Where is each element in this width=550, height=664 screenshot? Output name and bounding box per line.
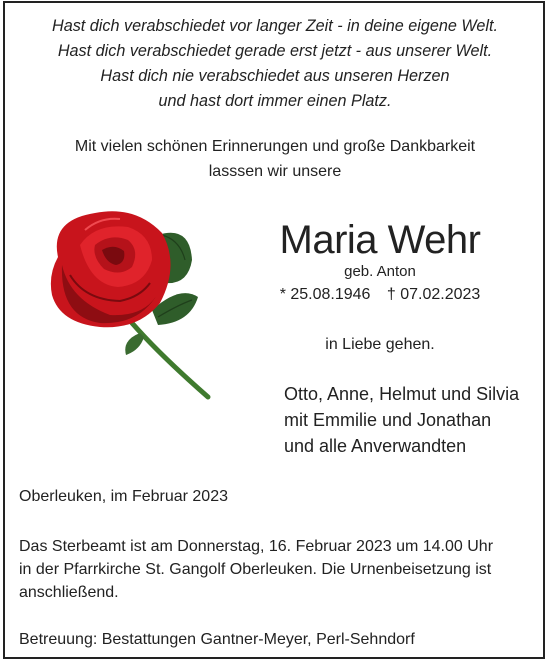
- life-dates: [255, 285, 505, 305]
- service-line: anschließend.: [19, 584, 119, 601]
- mourner-line: mit Emmilie und Jonathan: [284, 410, 492, 430]
- service-line: in der Pfarrkirche St. Gangolf Oberleuken. Die Urnenbeisetzung ist: [19, 561, 492, 578]
- intro-line: Mit vielen schönen Erinnerungen und große Dankbarkeit: [74, 138, 476, 155]
- farewell-text: in Liebe gehen.: [325, 336, 435, 353]
- mourner-line: und alle Anverwandten: [284, 436, 467, 456]
- poem: [0, 14, 550, 114]
- birth-date: * 25.08.1946: [279, 286, 371, 303]
- intro-text: [0, 134, 550, 184]
- poem-line: Hast dich verabschiedet vor langer Zeit - in deine eigene Welt.: [52, 17, 498, 35]
- mourner-line: Otto, Anne, Helmut und Silvia: [284, 384, 520, 404]
- poem-line: Hast dich verabschiedet gerade erst jetzt - aus unserer Welt.: [57, 42, 493, 60]
- rose-icon: [40, 205, 225, 405]
- poem-line: Hast dich nie verabschiedet aus unseren Herzen: [100, 67, 450, 85]
- poem-line: und hast dort immer einen Platz.: [158, 92, 392, 110]
- intro-line: lasssen wir unsere: [208, 163, 342, 180]
- service-info: [19, 535, 493, 604]
- place-date: Oberleuken, im Februar 2023: [19, 488, 228, 505]
- service-line: Das Sterbeamt ist am Donnerstag, 16. Februar 2023 um 14.00 Uhr: [19, 538, 494, 555]
- mourners: [284, 381, 519, 459]
- birth-name: geb. Anton: [344, 263, 416, 280]
- death-date: † 07.02.2023: [386, 286, 481, 303]
- deceased-name: Maria Wehr: [279, 218, 481, 262]
- funeral-home: Betreuung: Bestattungen Gantner-Meyer, Perl-Sehndorf: [19, 631, 415, 648]
